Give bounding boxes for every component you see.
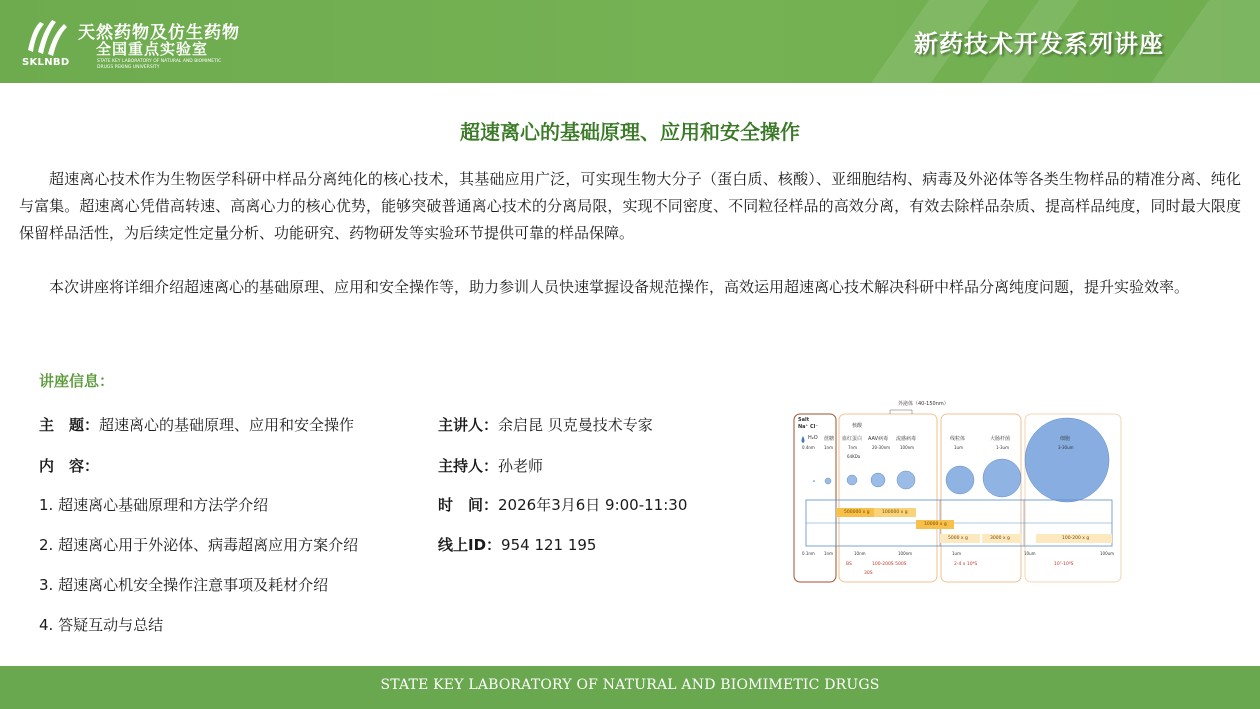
info-online-id <box>438 534 596 555</box>
info-online-value: 954 121 195 <box>501 536 597 554</box>
sedimentation-label: 100-200S 500S <box>872 562 907 567</box>
axis-tick: 1um <box>952 551 961 556</box>
intro-paragraph: 本次讲座将详细介绍超速离心的基础原理、应用和安全操作等，助力参训人员快速掌握设备规范操作，高效运用超速离心技术解决科研中样品分离纯度问题，提升实验效率。 <box>49 278 1190 296</box>
nucleic-acid-label: 核酸 <box>852 423 863 429</box>
ecoli-label: 大肠杆菌 <box>990 436 1011 442</box>
intro-paragraph: 超速离心技术作为生物医学科研中样品分离纯化的核心技术，其基础应用广泛，可实现生物大分子（蛋白质、核酸）、亚细胞结构、病毒及外泌体等各类生物样品的精准分离、纯化与富集。超速离心凭借高转速、高离心力的核心优势，能够突破普通离心技术的分离局限，实现不同密度、不同粒径样品的高效分离，有效去除样品杂质、提高样品纯度，同时最大限度保留样品活性，为后续定性定量分析、功能研究、药物研发等实验环节提供可靠的样品保障。 <box>19 170 1241 242</box>
axis-tick: 100um <box>1100 551 1115 556</box>
ion-label: Na⁺ Cl⁻ <box>798 424 818 430</box>
info-speaker-value: 余启昆 贝克曼技术专家 <box>498 416 653 434</box>
logo-name-line2: 全国重点实验室 <box>96 40 209 58</box>
info-time-value: 2026年3月6日 9:00-11:30 <box>498 496 688 514</box>
force-bar: 10000 x g <box>916 520 954 529</box>
aav-label: AAV病毒 <box>868 436 889 442</box>
content-item: 3. 超速离心机安全操作注意事项及耗材介绍 <box>39 576 329 594</box>
mitochondria-size: 1um <box>954 445 963 450</box>
sedimentation-label: 30S <box>864 571 873 576</box>
content-item: 2. 超速离心用于外泌体、病毒超离应用方案介绍 <box>39 536 359 554</box>
hemoglobin-kda: 64KDa <box>847 454 861 459</box>
hemoglobin-size: 7nm <box>848 445 857 450</box>
sedimentation-label: 2-4 x 10⁴S <box>954 562 978 567</box>
axis-tick: 0.1nm <box>802 551 815 556</box>
force-bar: 100000 x g <box>874 508 916 517</box>
sugar-size: 1nm <box>824 445 833 450</box>
force-bar: 500000 x g <box>836 508 874 517</box>
info-time-key: 时 间： <box>438 496 499 514</box>
salt-label: Salt <box>798 417 810 423</box>
content-item: 1. 超速离心基础原理和方法学介绍 <box>39 496 269 514</box>
particle-size-diagram <box>792 396 1122 588</box>
info-topic <box>39 414 354 435</box>
axis-tick: 10nm <box>854 551 866 556</box>
info-speaker <box>438 414 653 435</box>
axis-tick: 100nm <box>898 551 913 556</box>
info-host-value: 孙老师 <box>498 457 544 475</box>
info-host <box>438 455 543 476</box>
flu-label: 流感病毒 <box>896 436 917 442</box>
sedimentation-label: BS <box>846 562 852 567</box>
force-bar: 100-200 x g <box>1036 534 1112 543</box>
info-topic-value: 超速离心的基础原理、应用和安全操作 <box>99 416 355 434</box>
logo-name-line1: 天然药物及仿生药物 <box>78 23 240 43</box>
sugar-label: 蔗糖 <box>824 436 835 442</box>
footer-text: STATE KEY LABORATORY OF NATURAL AND BIOMIMETIC DRUGS <box>380 677 880 693</box>
axis-tick: 10um <box>1024 551 1036 556</box>
water-size: 0.4nm <box>802 445 815 450</box>
info-online-key: 线上ID： <box>438 536 502 554</box>
info-content-key: 内 容： <box>39 457 100 475</box>
cell-size: 3-30um <box>1058 445 1074 450</box>
water-label: H₂O <box>808 435 818 441</box>
header-bar <box>0 0 1260 83</box>
series-title: 新药技术开发系列讲座 <box>914 30 1164 58</box>
force-bar: 3000 x g <box>982 534 1022 543</box>
aav-size: 20-30nm <box>872 445 891 450</box>
mitochondria-label: 线粒体 <box>950 436 966 442</box>
info-topic-key: 主 题： <box>39 416 100 434</box>
logo-english-line2: DRUGS PEKING UNIVERSITY <box>97 65 160 70</box>
info-time <box>438 494 687 515</box>
flu-size: 100nm <box>900 445 915 450</box>
exosome-label: 外泌体（40-150nm） <box>898 401 949 407</box>
info-content <box>39 455 99 476</box>
axis-tick: 1nm <box>824 551 833 556</box>
logo-english-line1: STATE KEY LABORATORY OF NATURAL AND BIOMIMETIC <box>97 59 222 64</box>
sedimentation-label: 10⁷-10⁸S <box>1054 562 1074 567</box>
logo-abbreviation: SKLNBD <box>22 57 70 68</box>
info-host-key: 主持人： <box>438 457 499 475</box>
info-heading: 讲座信息： <box>39 372 115 390</box>
hemoglobin-label: 血红蛋白 <box>842 436 863 442</box>
lecture-title: 超速离心的基础原理、应用和安全操作 <box>460 120 800 144</box>
diagram-graphics <box>792 396 1122 588</box>
cell-label: 细胞 <box>1060 436 1071 442</box>
content-item: 4. 答疑互动与总结 <box>39 616 164 634</box>
ecoli-size: 1-3um <box>996 445 1009 450</box>
info-speaker-key: 主讲人： <box>438 416 499 434</box>
force-bar: 5000 x g <box>940 534 980 543</box>
